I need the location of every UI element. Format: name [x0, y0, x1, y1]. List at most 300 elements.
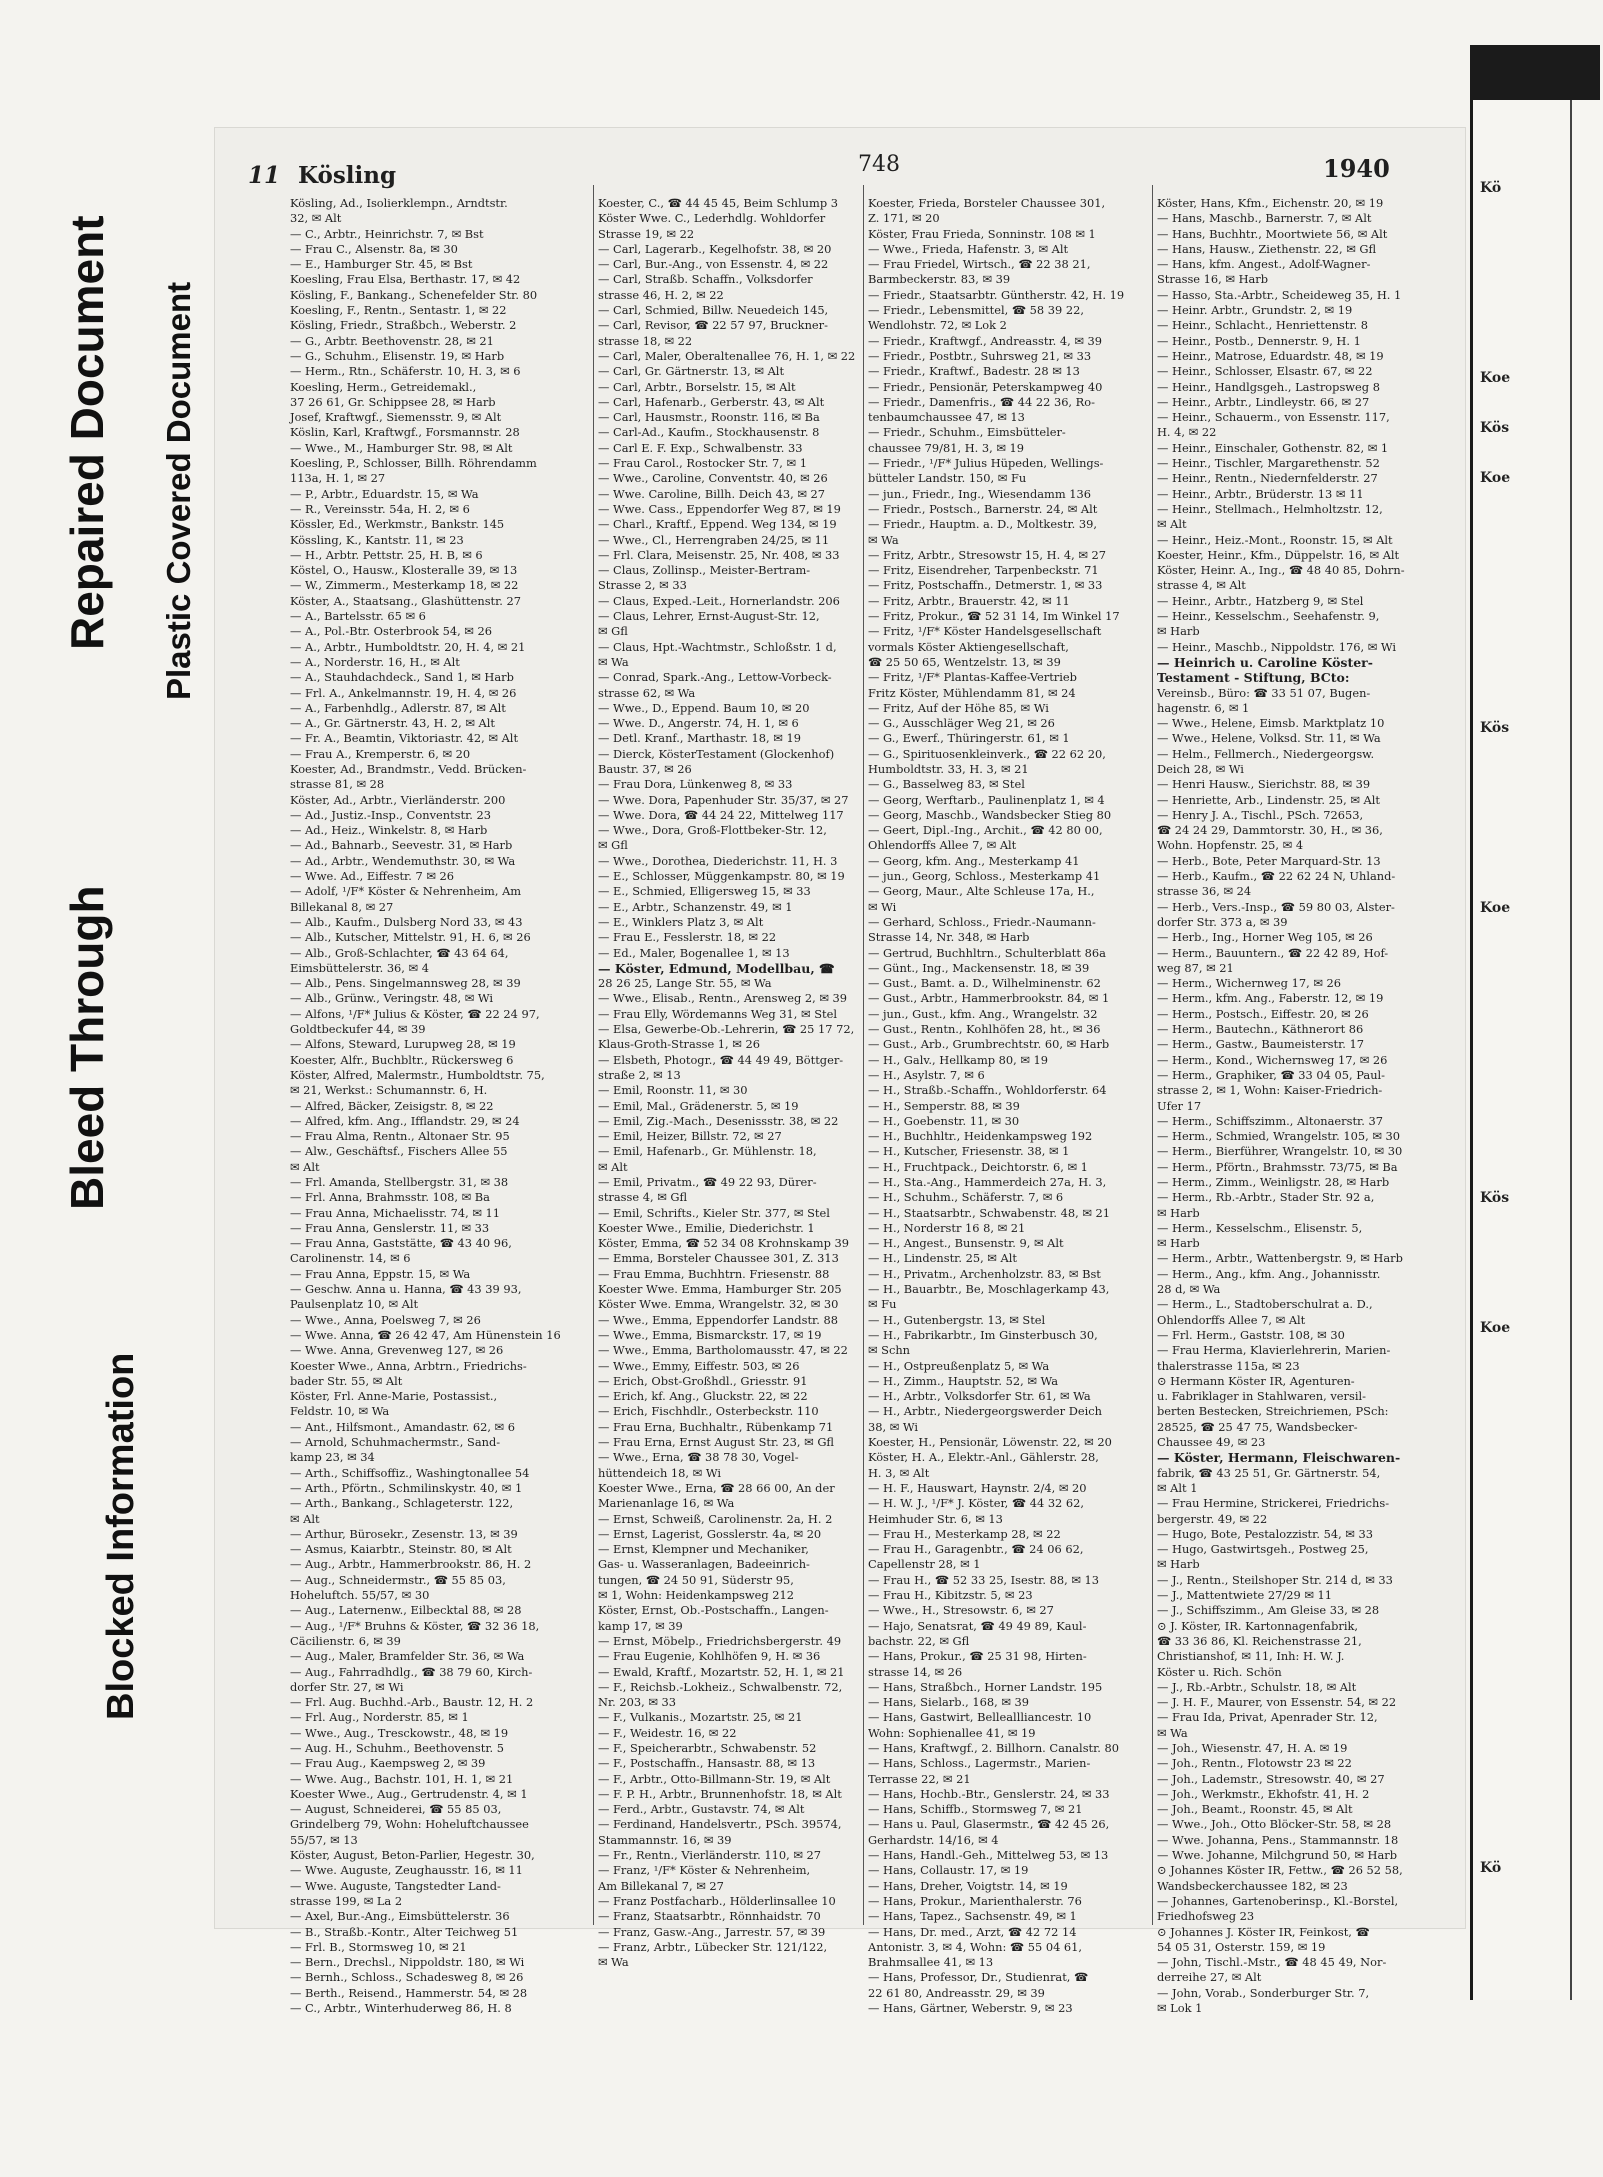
- directory-entry: — A., Bartelsstr. 65 ✉ 6: [290, 609, 426, 624]
- directory-entry: — Alb., Grünw., Veringstr. 48, ✉ Wi: [290, 991, 494, 1006]
- directory-entry: — Wwe., Caroline, Conventstr. 40, ✉ 26: [598, 471, 828, 486]
- directory-entry: ✉ Harb: [1157, 624, 1200, 639]
- directory-entry: — Franz, Arbtr., Lübecker Str. 121/122,: [598, 1939, 828, 1954]
- directory-entry: — Hajo, Senatsrat, ☎ 49 49 89, Kaul-: [868, 1618, 1087, 1633]
- directory-entry: ✉ Harb: [1157, 1557, 1200, 1572]
- directory-column-4: [1157, 196, 1457, 2016]
- label-repaired-document: Repaired Document: [61, 215, 113, 650]
- directory-entry: — Claus, Hpt.-Wachtmstr., Schloßstr. 1 d,: [598, 639, 837, 654]
- directory-entry: ✉ Wa: [598, 1955, 629, 1970]
- directory-entry: ⊙ Johannes J. Köster IR, Feinkost, ☎: [1157, 1924, 1370, 1939]
- directory-entry: ✉ Wa: [868, 532, 899, 547]
- directory-entry: — Arth., Schiffsoffiz., Washingtonallee 54: [290, 1465, 530, 1480]
- directory-column-2: [598, 196, 860, 1970]
- directory-entry: — Wwe., Emma, Eppendorfer Landstr. 88: [598, 1312, 838, 1327]
- directory-entry: Ohlendorffs Allee 7, ✉ Alt: [1157, 1312, 1306, 1327]
- directory-entry: — H., Norderstr 16 8, ✉ 21: [868, 1220, 1026, 1235]
- directory-entry: — Wwe. Cass., Eppendorfer Weg 87, ✉ 19: [598, 501, 841, 516]
- directory-entry: — Herb., Vers.-Insp., ☎ 59 80 03, Alster-: [1157, 899, 1395, 914]
- directory-entry: — Frau Ida, Privat, Apenrader Str. 12,: [1157, 1710, 1378, 1725]
- directory-entry: — F., Arbtr., Otto-Billmann-Str. 19, ✉ Alt: [598, 1771, 831, 1786]
- directory-entry: Kösling, F., Bankang., Schenefelder Str. 80: [290, 287, 538, 302]
- directory-entry: — Erich, kf. Ang., Gluckstr. 22, ✉ 22: [598, 1389, 808, 1404]
- directory-entry: — Hugo, Gastwirtsgeh., Postweg 25,: [1157, 1542, 1369, 1557]
- directory-entry: — F. P. H., Arbtr., Brunnenhofstr. 18, ✉ Alt: [598, 1786, 842, 1801]
- directory-entry: — H., Asylstr. 7, ✉ 6: [868, 1067, 985, 1082]
- directory-entry: — Herm., L., Stadtoberschulrat a. D.,: [1157, 1297, 1373, 1312]
- directory-entry: ✉ Gfl: [598, 624, 628, 639]
- directory-entry: — Emil, Mal., Grädenerstr. 5, ✉ 19: [598, 1098, 799, 1113]
- directory-entry: Koesling, Herm., Getreidemakl.,: [290, 379, 477, 394]
- directory-entry: — Geert, Dipl.-Ing., Archit., ☎ 42 80 00,: [868, 823, 1103, 838]
- directory-entry: — Herm., Bierführer, Wrangelstr. 10, ✉ 30: [1157, 1144, 1403, 1159]
- directory-entry: — Carl E. F. Exp., Schwalbenstr. 33: [598, 440, 803, 455]
- directory-entry: u. Fabriklager in Stahlwaren, versil-: [1157, 1389, 1366, 1404]
- directory-entry: — Frl. Anna, Brahmsstr. 108, ✉ Ba: [290, 1190, 490, 1205]
- directory-entry: — Carl-Ad., Kaufm., Stockhausenstr. 8: [598, 425, 820, 440]
- directory-entry: — H., Semperstr. 88, ✉ 39: [868, 1098, 1020, 1113]
- directory-entry: — Hans, kfm. Angest., Adolf-Wagner-: [1157, 257, 1371, 272]
- directory-entry: ☎ 33 36 86, Kl. Reichenstrasse 21,: [1157, 1633, 1362, 1648]
- directory-entry: — Carl, Arbtr., Borselstr. 15, ✉ Alt: [598, 379, 796, 394]
- directory-entry: — Wwe., Joh., Otto Blöcker-Str. 58, ✉ 28: [1157, 1817, 1392, 1832]
- directory-entry: ✉ 1, Wohn: Heidenkampsweg 212: [598, 1588, 795, 1603]
- directory-entry: — Carl, Straßb. Schaffn., Volksdorfer: [598, 272, 813, 287]
- directory-entry: — H., Ostpreußenplatz 5, ✉ Wa: [868, 1358, 1050, 1373]
- directory-entry: ⊙ J. Köster, IR. Kartonnagenfabrik,: [1157, 1618, 1358, 1633]
- directory-entry: Koester, Heinr., Kfm., Düppelstr. 16, ✉ Alt: [1157, 547, 1400, 562]
- directory-entry: — G., Ewerf., Thüringerstr. 61, ✉ 1: [868, 731, 1070, 746]
- directory-entry: Köster, Frl. Anne-Marie, Postassist.,: [290, 1389, 498, 1404]
- directory-entry: — H., Arbtr., Volksdorfer Str. 61, ✉ Wa: [868, 1389, 1091, 1404]
- directory-entry: — Frau Hermine, Strickerei, Friedrichs-: [1157, 1496, 1390, 1511]
- directory-entry: — Erich, Fischhdlr., Osterbeckstr. 110: [598, 1404, 819, 1419]
- directory-entry: Antonistr. 3, ✉ 4, Wohn: ☎ 55 04 61,: [868, 1939, 1083, 1954]
- header-keyword-text: Kösling: [298, 162, 397, 189]
- directory-entry: — G., Schuhm., Elisenstr. 19, ✉ Harb: [290, 348, 505, 363]
- directory-entry: strasse 199, ✉ La 2: [290, 1893, 403, 1908]
- directory-entry: Marienanlage 16, ✉ Wa: [598, 1496, 735, 1511]
- directory-entry: — H., Fabrikarbtr., Im Ginsterbusch 30,: [868, 1327, 1098, 1342]
- directory-entry: — Emil, Roonstr. 11, ✉ 30: [598, 1083, 748, 1098]
- directory-entry: ✉ Wa: [1157, 1725, 1188, 1740]
- directory-entry: — Adolf, ¹/F* Köster & Nehrenheim, Am: [290, 884, 522, 899]
- directory-entry: Kössling, K., Kantstr. 11, ✉ 23: [290, 532, 464, 547]
- directory-entry: — Fr. A., Beamtin, Viktoriastr. 42, ✉ Alt: [290, 731, 519, 746]
- directory-entry: Köster, Heinr. A., Ing., ☎ 48 40 85, Dohrn-: [1157, 563, 1405, 578]
- directory-entry: — Frl. Aug. Buchhd.-Arb., Baustr. 12, H. 2: [290, 1695, 534, 1710]
- directory-entry: — Wwe. Auguste, Zeughausstr. 16, ✉ 11: [290, 1863, 523, 1878]
- directory-entry: berten Bestecken, Streichriemen, PSch:: [1157, 1404, 1389, 1419]
- directory-entry: — Hugo, Bote, Pestalozzistr. 54, ✉ 33: [1157, 1526, 1373, 1541]
- directory-entry: — Heinr., Arbtr., Hatzberg 9, ✉ Stel: [1157, 593, 1364, 608]
- directory-entry: Köster, Frau Frieda, Sonninstr. 108 ✉ 1: [868, 226, 1096, 241]
- directory-entry: — Georg, Werftarb., Paulinenplatz 1, ✉ 4: [868, 792, 1105, 807]
- directory-entry: — Wwe. Anna, Grevenweg 127, ✉ 26: [290, 1343, 504, 1358]
- directory-entry: — Friedr., Staatsarbtr. Güntherstr. 42, H. 19: [868, 287, 1125, 302]
- directory-entry: — Ad., Arbtr., Wendemuthstr. 30, ✉ Wa: [290, 853, 516, 868]
- directory-entry: — Herm., Zimm., Weinligstr. 28, ✉ Harb: [1157, 1175, 1390, 1189]
- directory-entry: — Emil, Heizer, Billstr. 72, ✉ 27: [598, 1129, 782, 1144]
- directory-entry: strasse 36, ✉ 24: [1157, 884, 1252, 899]
- directory-entry: — Joh., Werkmstr., Ekhofstr. 41, H. 2: [1157, 1786, 1370, 1801]
- label-bleed-through: Bleed Through: [61, 885, 113, 1210]
- directory-entry: — Herm., Wichernweg 17, ✉ 26: [1157, 976, 1341, 991]
- directory-entry: — Detl. Kranf., Marthastr. 18, ✉ 19: [598, 731, 801, 746]
- directory-entry: dorfer Str. 27, ✉ Wi: [290, 1679, 404, 1694]
- directory-entry: — Franz, Gasw.-Ang., Jarrestr. 57, ✉ 39: [598, 1924, 826, 1939]
- directory-entry: Koester Wwe., Aug., Gertrudenstr. 4, ✉ 1: [290, 1786, 528, 1801]
- directory-entry: Wendlohstr. 72, ✉ Lok 2: [868, 318, 1007, 333]
- directory-entry: Kösling, Friedr., Straßbch., Weberstr. 2: [290, 318, 517, 333]
- directory-entry: ☎ 24 24 29, Dammtorstr. 30, H., ✉ 36,: [1157, 823, 1383, 838]
- directory-entry: Billekanal 8, ✉ 27: [290, 899, 394, 914]
- directory-entry: — A., Stauhdachdeck., Sand 1, ✉ Harb: [290, 670, 514, 685]
- directory-entry: thalerstrasse 115a, ✉ 23: [1157, 1358, 1300, 1373]
- directory-entry: — Herm., Graphiker, ☎ 33 04 05, Paul-: [1157, 1067, 1386, 1082]
- directory-entry: ✉ Schn: [868, 1343, 911, 1358]
- directory-entry: Z. 171, ✉ 20: [868, 211, 940, 226]
- directory-entry: — Wwe. Caroline, Billh. Deich 43, ✉ 27: [598, 486, 825, 501]
- directory-entry: — Herm., Rtn., Schäferstr. 10, H. 3, ✉ 6: [290, 364, 521, 379]
- directory-entry: Gas- u. Wasseranlagen, Badeeinrich-: [598, 1557, 810, 1572]
- directory-entry: — G., Arbtr. Beethovenstr. 28, ✉ 21: [290, 333, 494, 348]
- directory-entry: — Herm., Bauuntern., ☎ 22 42 89, Hof-: [1157, 945, 1389, 960]
- directory-entry: 28 26 25, Lange Str. 55, ✉ Wa: [598, 976, 772, 991]
- directory-entry: — Wwe., Cl., Herrengraben 24/25, ✉ 11: [598, 532, 830, 547]
- directory-entry: tungen, ☎ 24 50 91, Süderstr 95,: [598, 1572, 794, 1587]
- directory-entry: — Johannes, Gartenoberinsp., Kl.-Borstel,: [1157, 1893, 1399, 1908]
- directory-entry: — Gust., Arb., Grumbrechtstr. 60, ✉ Harb: [868, 1037, 1110, 1052]
- directory-entry: Gerhardstr. 14/16, ✉ 4: [868, 1832, 999, 1847]
- directory-entry: Friedhofsweg 23: [1157, 1909, 1255, 1924]
- directory-entry: Köster, Alfred, Malermstr., Humboldtstr. 75,: [290, 1067, 545, 1082]
- directory-entry: — Wwe. D., Angerstr. 74, H. 1, ✉ 6: [598, 716, 799, 731]
- directory-entry: — Frau Anna, Gaststätte, ☎ 43 40 96,: [290, 1236, 512, 1251]
- directory-entry: strasse 4, ✉ Gfl: [598, 1190, 688, 1205]
- directory-entry: — Franz, ¹/F* Köster & Nehrenheim,: [598, 1863, 811, 1878]
- directory-entry: — E., Schlosser, Müggenkampstr. 80, ✉ 19: [598, 869, 845, 884]
- directory-entry: — Elsa, Gewerbe-Ob.-Lehrerin, ☎ 25 17 72,: [598, 1022, 855, 1037]
- directory-entry: ✉ Lok 1: [1157, 2001, 1203, 2016]
- directory-entry: Wohn. Hopfenstr. 25, ✉ 4: [1157, 838, 1304, 853]
- directory-entry: — Frl. Amanda, Stellbergstr. 31, ✉ 38: [290, 1175, 509, 1189]
- directory-entry: — Asmus, Kaiarbtr., Steinstr. 80, ✉ Alt: [290, 1542, 512, 1557]
- directory-entry: — Günt., Ing., Mackensenstr. 18, ✉ 39: [868, 960, 1090, 975]
- header-year: 1940: [1323, 154, 1390, 183]
- directory-entry: — J., Schiffszimm., Am Gleise 33, ✉ 28: [1157, 1603, 1380, 1618]
- directory-entry: — Heinr., Kesselschm., Seehafenstr. 9,: [1157, 609, 1380, 624]
- directory-entry: — Frau Elly, Wördemanns Weg 31, ✉ Stel: [598, 1006, 837, 1021]
- directory-entry: Baustr. 37, ✉ 26: [598, 761, 692, 776]
- directory-entry: — Bernh., Schloss., Schadesweg 8, ✉ 26: [290, 1970, 524, 1985]
- directory-entry: — Wwe., Erna, ☎ 38 78 30, Vogel-: [598, 1450, 799, 1465]
- directory-entry: Goldtbeckufer 44, ✉ 39: [290, 1022, 426, 1037]
- directory-entry: — H., Galv., Hellkamp 80, ✉ 19: [868, 1052, 1049, 1067]
- directory-entry: Köster Wwe. Emma, Wrangelstr. 32, ✉ 30: [598, 1297, 839, 1312]
- directory-entry: — Herm., Arbtr., Wattenbergstr. 9, ✉ Harb: [1157, 1251, 1403, 1266]
- directory-entry: — jun., Georg, Schloss., Mesterkamp 41: [868, 869, 1101, 884]
- directory-entry: — Herm., Pförtn., Brahmsstr. 73/75, ✉ Ba: [1157, 1159, 1398, 1174]
- directory-entry: — Hans, Schloss., Lagermstr., Marien-: [868, 1756, 1091, 1771]
- directory-entry: — Ad., Bahnarb., Seevestr. 31, ✉ Harb: [290, 838, 513, 853]
- directory-entry: — Helm., Fellmerch., Niedergeorgsw.: [1157, 746, 1375, 761]
- directory-entry: — Joh., Wiesenstr. 47, H. A. ✉ 19: [1157, 1740, 1348, 1755]
- directory-entry: Koester Wwe. Emma, Hamburger Str. 205: [598, 1282, 842, 1297]
- directory-entry: — Ferdinand, Handelsvertr., PSch. 39574,: [598, 1817, 842, 1832]
- directory-entry: — Hans, Tapez., Sachsenstr. 49, ✉ 1: [868, 1909, 1077, 1924]
- adjacent-page-fragment: Kö: [1480, 180, 1502, 196]
- directory-entry: — Hans, Dr. med., Arzt, ☎ 42 72 14: [868, 1924, 1077, 1939]
- directory-entry: — H., Arbtr., Niedergeorgswerder Deich: [868, 1404, 1102, 1419]
- directory-entry: — Aug. H., Schuhm., Beethovenstr. 5: [290, 1740, 504, 1755]
- directory-entry: — Aug., Maler, Bramfelder Str. 36, ✉ Wa: [290, 1649, 525, 1664]
- directory-entry: — Friedr., Postsch., Barnerstr. 24, ✉ Alt: [868, 501, 1098, 516]
- directory-entry: — Wwe., Dora, Groß-Flottbeker-Str. 12,: [598, 823, 827, 838]
- directory-entry: — Wwe. Dora, ☎ 44 24 22, Mittelweg 117: [598, 807, 844, 822]
- directory-entry: — Heinr., Schauerm., von Essenstr. 117,: [1157, 410, 1390, 425]
- directory-entry: — G., Spirituosenkleinverk., ☎ 22 62 20,: [868, 746, 1106, 761]
- directory-entry: — Gust., Bamt. a. D., Wilhelminenstr. 62: [868, 976, 1101, 991]
- directory-entry: H. 4, ✉ 22: [1157, 425, 1217, 440]
- directory-entry: — Frau H., Mesterkamp 28, ✉ 22: [868, 1526, 1061, 1541]
- directory-entry: — F., Speicherarbtr., Schwabenstr. 52: [598, 1740, 817, 1755]
- directory-entry: dorfer Str. 373 a, ✉ 39: [1157, 914, 1288, 929]
- directory-entry: Koesling, F., Rentn., Sentastr. 1, ✉ 22: [290, 303, 507, 318]
- directory-entry: — Aug., ¹/F* Bruhns & Köster, ☎ 32 36 18,: [290, 1618, 540, 1633]
- directory-entry: — B., Straßb.-Kontr., Alter Teichweg 51: [290, 1924, 519, 1939]
- adjacent-page-rule: [1570, 100, 1572, 2000]
- directory-entry: — Heinr., Rentn., Niedernfelderstr. 27: [1157, 471, 1378, 486]
- directory-entry: — Georg, Maur., Alte Schleuse 17a, H.,: [868, 884, 1095, 899]
- directory-entry: — Wwe., Helene, Volksd. Str. 11, ✉ Wa: [1157, 731, 1381, 746]
- directory-entry: — A., Farbenhdlg., Adlerstr. 87, ✉ Alt: [290, 700, 506, 715]
- directory-entry: — Hans, Dreher, Voigtstr. 14, ✉ 19: [868, 1878, 1068, 1893]
- directory-entry: — Friedr., ¹/F* Julius Hüpeden, Wellings-: [868, 456, 1104, 471]
- directory-entry: — Henry J. A., Tischl., PSch. 72653,: [1157, 807, 1364, 822]
- directory-entry: — Ad., Heiz., Winkelstr. 8, ✉ Harb: [290, 823, 488, 838]
- directory-entry: Heimhuder Str. 6, ✉ 13: [868, 1511, 1003, 1526]
- directory-entry: — Georg, Maschb., Wandsbecker Stieg 80: [868, 807, 1112, 822]
- directory-entry: — Emil, Zig.-Mach., Desenissstr. 38, ✉ 22: [598, 1113, 839, 1128]
- directory-entry: ✉ Alt 1: [1157, 1480, 1198, 1495]
- directory-entry: — jun., Friedr., Ing., Wiesendamm 136: [868, 486, 1092, 501]
- directory-entry: — Hans, Schiffb., Stormsweg 7, ✉ 21: [868, 1802, 1083, 1817]
- directory-entry: — Fritz, Prokur., ☎ 52 31 14, Im Winkel 17: [868, 609, 1120, 624]
- directory-entry: — H., Lindenstr. 25, ✉ Alt: [868, 1251, 1017, 1266]
- directory-entry: — Herm., Ang., kfm. Ang., Johannisstr.: [1157, 1266, 1381, 1281]
- directory-entry: — Heinr., Schlacht., Henriettenstr. 8: [1157, 318, 1369, 333]
- directory-entry: — Herb., Ing., Horner Weg 105, ✉ 26: [1157, 930, 1373, 945]
- directory-entry: — Frau E., Fesslerstr. 18, ✉ 22: [598, 930, 777, 945]
- directory-entry: Köster, Emma, ☎ 52 34 08 Krohnskamp 39: [598, 1236, 849, 1251]
- directory-entry: Cäcilienstr. 6, ✉ 39: [290, 1633, 401, 1648]
- directory-entry: — H., Bauarbtr., Be, Moschlagerkamp 43,: [868, 1282, 1110, 1297]
- directory-entry: 32, ✉ Alt: [290, 211, 342, 226]
- directory-entry: Köstel, O., Hausw., Klosteralle 39, ✉ 13: [290, 563, 518, 578]
- directory-entry: bütteler Landstr. 150, ✉ Fu: [868, 471, 1027, 486]
- directory-entry: — Joh., Beamt., Roonstr. 45, ✉ Alt: [1157, 1802, 1353, 1817]
- label-plastic-covered-document: Plastic Covered Document: [160, 281, 197, 700]
- directory-entry: — Heinr., Einschaler, Gothenstr. 82, ✉ 1: [1157, 440, 1389, 455]
- directory-entry: — Heinr., Maschb., Nippoldstr. 176, ✉ Wi: [1157, 639, 1397, 654]
- directory-entry: — Claus, Lehrer, Ernst-August-Str. 12,: [598, 609, 820, 624]
- directory-entry: hüttendeich 18, ✉ Wi: [598, 1465, 721, 1480]
- directory-entry: — Alb., Kaufm., Dulsberg Nord 33, ✉ 43: [290, 914, 523, 929]
- directory-entry: — E., Hamburger Str. 45, ✉ Bst: [290, 257, 473, 272]
- directory-entry: — A., Norderstr. 16, H., ✉ Alt: [290, 654, 460, 669]
- directory-entry: — Heinr., Handlgsgeh., Lastropsweg 8: [1157, 379, 1380, 394]
- directory-entry: — H., Fruchtpack., Deichtorstr. 6, ✉ 1: [868, 1159, 1088, 1174]
- directory-entry: kamp 17, ✉ 39: [598, 1618, 683, 1633]
- directory-entry: — H., Arbtr. Pettstr. 25, H. B, ✉ 6: [290, 547, 483, 562]
- directory-entry: — Emma, Borsteler Chaussee 301, Z. 313: [598, 1251, 839, 1266]
- directory-entry: — H., Staatsarbtr., Schwabenstr. 48, ✉ 21: [868, 1205, 1111, 1220]
- label-blocked-information: Blocked Information: [100, 1352, 142, 1720]
- directory-entry: — Herm., Rb.-Arbtr., Stader Str. 92 a,: [1157, 1190, 1375, 1205]
- directory-entry: — E., Schmied, Elligersweg 15, ✉ 33: [598, 884, 811, 899]
- directory-entry: Köster, Hans, Kfm., Eichenstr. 20, ✉ 19: [1157, 196, 1384, 210]
- directory-entry: Feldstr. 10, ✉ Wa: [290, 1404, 390, 1419]
- directory-entry: — Frau Herma, Klavierlehrerin, Marien-: [1157, 1343, 1391, 1358]
- adjacent-page-fragment: Koe: [1480, 370, 1511, 386]
- directory-entry: — Carl, Bur.-Ang., von Essenstr. 4, ✉ 22: [598, 257, 829, 272]
- directory-entry: — Hans, Gärtner, Weberstr. 9, ✉ 23: [868, 2001, 1073, 2016]
- directory-entry: Koester, Ad., Brandmstr., Vedd. Brücken-: [290, 761, 527, 776]
- directory-entry: — A., Pol.-Btr. Osterbrook 54, ✉ 26: [290, 624, 492, 639]
- directory-entry: — Joh., Rentn., Flotowstr 23 ✉ 22: [1157, 1756, 1352, 1771]
- directory-entry: Wohn: Sophienallee 41, ✉ 19: [868, 1725, 1036, 1740]
- directory-entry: Am Billekanal 7, ✉ 27: [598, 1878, 724, 1893]
- directory-entry: ✉ Alt: [290, 1511, 320, 1526]
- directory-entry: Wandsbeckerchaussee 182, ✉ 23: [1157, 1878, 1348, 1893]
- header-keyword: [248, 162, 396, 189]
- directory-entry: — Frau Carol., Rostocker Str. 7, ✉ 1: [598, 456, 807, 471]
- directory-entry: — Heinr., Tischler, Margarethenstr. 52: [1157, 456, 1380, 471]
- directory-entry: strasse 18, ✉ 22: [598, 333, 693, 348]
- directory-entry: ✉ Fu: [868, 1297, 897, 1312]
- directory-entry: Eimsbüttelerstr. 36, ✉ 4: [290, 960, 429, 975]
- directory-entry: — Heinr., Heiz.-Mont., Roonstr. 15, ✉ Alt: [1157, 532, 1393, 547]
- directory-entry: — Hans, Collaustr. 17, ✉ 19: [868, 1863, 1029, 1878]
- directory-entry: — Friedr., Hauptm. a. D., Moltkestr. 39,: [868, 517, 1098, 532]
- directory-entry: Koester Wwe., Erna, ☎ 28 66 00, An der: [598, 1480, 835, 1495]
- directory-entry: Koesling, P., Schlosser, Billh. Röhrendamm: [290, 456, 537, 471]
- directory-entry: — Ernst, Lagerist, Gosslerstr. 4a, ✉ 20: [598, 1526, 822, 1541]
- directory-entry: — Alb., Pens. Singelmannsweg 28, ✉ 39: [290, 976, 521, 991]
- directory-entry: — Henri Hausw., Sierichstr. 88, ✉ 39: [1157, 777, 1371, 792]
- directory-entry: — Köster, Hermann, Fleischwaren-: [1157, 1450, 1401, 1466]
- directory-entry: — Wwe., Anna, Poelsweg 7, ✉ 26: [290, 1312, 481, 1327]
- directory-entry: — Wwe., Emma, Bartholomausstr. 47, ✉ 22: [598, 1343, 848, 1358]
- directory-entry: bader Str. 55, ✉ Alt: [290, 1373, 403, 1388]
- directory-entry: Koester, C., ☎ 44 45 45, Beim Schlump 3: [598, 196, 838, 210]
- directory-entry: — Wwe. Johanna, Pens., Stammannstr. 18: [1157, 1832, 1399, 1847]
- directory-entry: Strasse 14, Nr. 348, ✉ Harb: [868, 930, 1030, 945]
- directory-entry: strasse 2, ✉ 1, Wohn: Kaiser-Friedrich-: [1157, 1083, 1383, 1098]
- directory-entry: — Fritz, ¹/F* Köster Handelsgesellschaft: [868, 624, 1102, 639]
- directory-entry: — H., Privatm., Archenholzstr. 83, ✉ Bst: [868, 1266, 1101, 1281]
- directory-entry: — Frau A., Kremperstr. 6, ✉ 20: [290, 746, 471, 761]
- directory-entry: — Köster, Edmund, Modellbau, ☎: [598, 960, 835, 976]
- directory-entry: — Aug., Fahrradhdlg., ☎ 38 79 60, Kirch-: [290, 1664, 533, 1679]
- directory-entry: — Alfons, Steward, Lurupweg 28, ✉ 19: [290, 1037, 516, 1052]
- directory-entry: — Ant., Hilfsmont., Amandastr. 62, ✉ 6: [290, 1419, 515, 1434]
- directory-entry: Nr. 203, ✉ 33: [598, 1695, 677, 1710]
- directory-entry: Strasse 2, ✉ 33: [598, 578, 687, 593]
- directory-entry: — Heinr., Arbtr., Brüderstr. 13 ✉ 11: [1157, 486, 1364, 501]
- directory-entry: — Heinrich u. Caroline Köster-: [1157, 654, 1373, 670]
- directory-entry: — H. W. J., ¹/F* J. Köster, ☎ 44 32 62,: [868, 1496, 1085, 1511]
- directory-entry: Grindelberg 79, Wohn: Hoheluftchaussee: [290, 1817, 529, 1832]
- directory-entry: — Hans u. Paul, Glasermstr., ☎ 42 45 26,: [868, 1817, 1110, 1832]
- directory-entry: ✉ 21, Werkst.: Schumannstr. 6, H.: [290, 1083, 488, 1098]
- directory-entry: — Alb., Kutscher, Mittelstr. 91, H. 6, ✉ 26: [290, 930, 531, 945]
- directory-entry: — Hans, Prokur., Marienthalerstr. 76: [868, 1893, 1082, 1908]
- directory-entry: Fritz Köster, Mühlendamm 81, ✉ 24: [868, 685, 1076, 700]
- directory-entry: — Ernst, Möbelp., Friedrichsbergerstr. 49: [598, 1633, 842, 1648]
- directory-entry: — Herm., Kesselschm., Elisenstr. 5,: [1157, 1220, 1363, 1235]
- directory-entry: — Axel, Bur.-Ang., Eimsbüttelerstr. 36: [290, 1909, 510, 1924]
- directory-entry: bergerstr. 49, ✉ 22: [1157, 1511, 1268, 1526]
- directory-entry: — G., Basselweg 83, ✉ Stel: [868, 777, 1025, 792]
- directory-entry: Christianshof, ✉ 11, Inh: H. W. J.: [1157, 1649, 1345, 1664]
- directory-entry: — Gerhard, Schloss., Friedr.-Naumann-: [868, 914, 1096, 929]
- directory-entry: — Frl. A., Ankelmannstr. 19, H. 4, ✉ 26: [290, 685, 517, 700]
- directory-entry: 113a, H. 1, ✉ 27: [290, 471, 386, 486]
- directory-entry: — Wwe. Auguste, Tangstedter Land-: [290, 1878, 501, 1893]
- adjacent-page-fragment: Kös: [1480, 1190, 1510, 1206]
- directory-entry: — Herm., Schiffszimm., Altonaerstr. 37: [1157, 1113, 1383, 1128]
- directory-entry: — Wwe., Emma, Bismarckstr. 17, ✉ 19: [598, 1327, 822, 1342]
- directory-entry: Koester, Frieda, Borsteler Chaussee 301,: [868, 196, 1106, 210]
- directory-entry: Testament - Stiftung, BCto:: [1157, 670, 1350, 686]
- directory-entry: — Hans, Hausw., Ziethenstr. 22, ✉ Gfl: [1157, 241, 1377, 256]
- directory-entry: — R., Vereinsstr. 54a, H. 2, ✉ 6: [290, 501, 470, 516]
- directory-entry: — Arthur, Bürosekr., Zesenstr. 13, ✉ 39: [290, 1526, 518, 1541]
- directory-entry: — F., Postschaffn., Hansastr. 88, ✉ 13: [598, 1756, 816, 1771]
- directory-entry: — Fritz, Arbtr., Stresowstr 15, H. 4, ✉ 27: [868, 547, 1106, 562]
- directory-entry: — Alfons, ¹/F* Julius & Köster, ☎ 22 24 97,: [290, 1006, 540, 1021]
- directory-entry: — H., Angest., Bunsenstr. 9, ✉ Alt: [868, 1236, 1064, 1251]
- directory-entry: — John, Tischl.-Mstr., ☎ 48 45 49, Nor-: [1157, 1955, 1387, 1970]
- directory-entry: — Charl., Kraftf., Eppend. Weg 134, ✉ 19: [598, 517, 837, 532]
- directory-entry: ☎ 25 50 65, Wentzelstr. 13, ✉ 39: [868, 654, 1061, 669]
- directory-entry: Köster, August, Beton-Parlier, Hegestr. 30,: [290, 1848, 535, 1863]
- directory-entry: — Frau H., ☎ 52 33 25, Isestr. 88, ✉ 13: [868, 1572, 1100, 1587]
- directory-entry: — C., Arbtr., Heinrichstr. 7, ✉ Bst: [290, 226, 484, 241]
- directory-entry: — J. H. F., Maurer, von Essenstr. 54, ✉ 22: [1157, 1695, 1397, 1710]
- directory-entry: strasse 46, H. 2, ✉ 22: [598, 287, 724, 302]
- directory-entry: — Hans, Prokur., ☎ 25 31 98, Hirten-: [868, 1649, 1087, 1664]
- directory-entry: — J., Rentn., Steilshoper Str. 214 d, ✉ 33: [1157, 1572, 1393, 1587]
- directory-entry: — Frl. Aug., Norderstr. 85, ✉ 1: [290, 1710, 469, 1725]
- adjacent-page-fragment: Kös: [1480, 720, 1510, 736]
- directory-entry: — Frau Anna, Michaelisstr. 74, ✉ 11: [290, 1205, 500, 1220]
- directory-entry: — Hans, Maschb., Barnerstr. 7, ✉ Alt: [1157, 211, 1372, 226]
- directory-entry: — Frau Erna, Buchhaltr., Rübenkamp 71: [598, 1419, 834, 1434]
- directory-entry: — E., Arbtr., Schanzenstr. 49, ✉ 1: [598, 899, 793, 914]
- directory-entry: — Claus, Zollinsp., Meister-Bertram-: [598, 563, 811, 578]
- directory-entry: — Frl. Herm., Gaststr. 108, ✉ 30: [1157, 1327, 1345, 1342]
- directory-entry: — F., Reichsb.-Lokheiz., Schwalbenstr. 72,: [598, 1679, 843, 1694]
- directory-entry: — Ernst, Klempner und Mechaniker,: [598, 1542, 809, 1557]
- directory-entry: — Wwe., Dorothea, Diederichstr. 11, H. 3: [598, 853, 838, 868]
- directory-entry: hagenstr. 6, ✉ 1: [1157, 700, 1250, 715]
- directory-entry: — J., Mattentwiete 27/29 ✉ 11: [1157, 1588, 1332, 1603]
- directory-entry: — Emil, Privatm., ☎ 49 22 93, Dürer-: [598, 1175, 817, 1189]
- directory-entry: — Arth., Pförtn., Schmilinskystr. 40, ✉ 1: [290, 1480, 523, 1495]
